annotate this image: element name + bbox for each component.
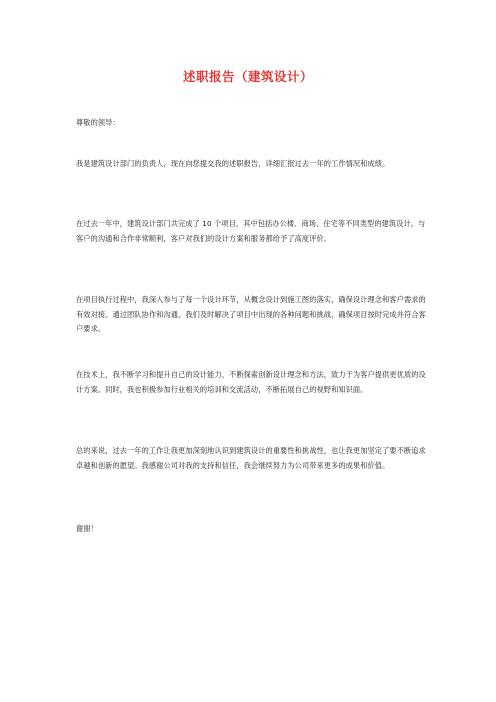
salutation: 尊敬的领导：: [76, 118, 120, 127]
paragraph-execution: 在项目执行过程中，我深入参与了每一个设计环节，从概念设计到施工图的落实，确保设计理念和客户需求的有效对接。通过团队协作和沟通，我们及时解决了项目中出现的各种问题和挑战，确保项目按时完成并符合客户要求。: [76, 295, 426, 333]
document-title: 述职报告（建筑设计）: [182, 69, 313, 84]
paragraph-technical: 在技术上，我不断学习和提升自己的设计能力，不断探索创新设计理念和方法，致力于为客户提供更优质的设计方案。同时，我也积极参加行业相关的培训和交流活动，不断拓展自己的视野和知识面。: [76, 370, 426, 394]
paragraph-projects: 在过去一年中，建筑设计部门共完成了 10 个项目，其中包括办公楼、商场、住宅等不同类型的建筑设计。与客户的沟通和合作非常顺利，客户对我们的设计方案和服务都给予了高度评价。: [76, 219, 426, 243]
paragraph-intro: 我是建筑设计部门的负责人，现在向您提交我的述职报告，详细汇报过去一年的工作情况和成绩。: [76, 159, 390, 168]
paragraph-summary: 总的来说，过去一年的工作让我更加深刻地认识到建筑设计的重要性和挑战性，也让我更加坚定了要不断追求卓越和创新的愿望。我感谢公司对我的支持和信任，我会继续努力为公司带来更多的成果和价值。: [76, 446, 426, 470]
closing-thanks: 谢谢！: [76, 524, 98, 533]
